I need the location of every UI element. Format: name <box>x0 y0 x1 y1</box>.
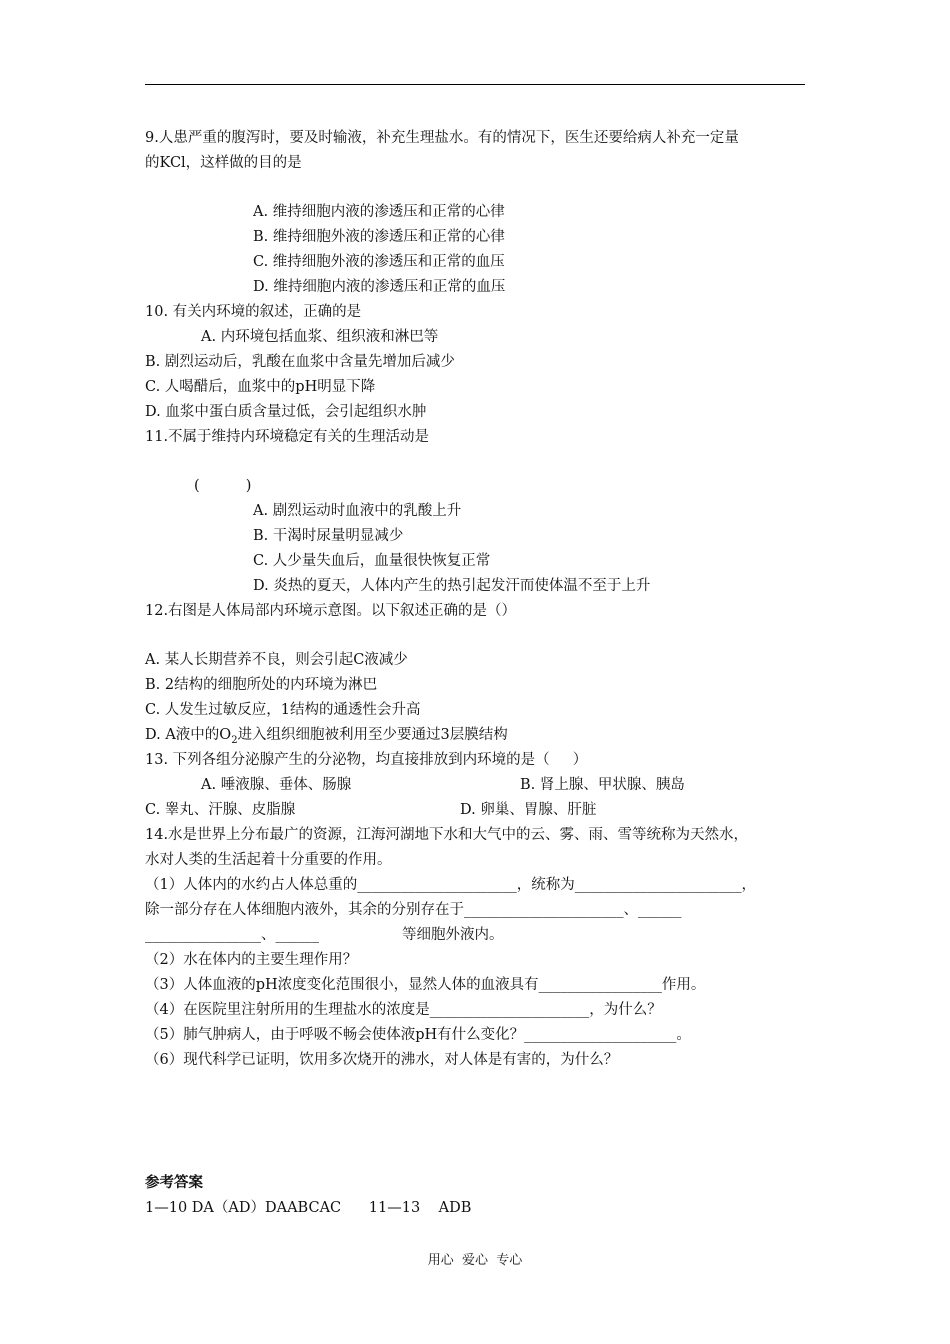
q12-option-d <box>145 725 508 751</box>
q9-option-b: B. 维持细胞外液的渗透压和正常的心律 <box>253 229 505 245</box>
page-footer: 用心 爱心 专心 <box>427 1253 523 1268</box>
q14-sub1-line3: ________________、______ 等细胞外液内。 <box>145 927 504 943</box>
q14-sub5: （5）肺气肿病人，由于呼吸不畅会使体液pH有什么变化？_____________________。 <box>145 1027 691 1043</box>
q12-option-d-post: 进入组织细胞被利用至少要通过3层膜结构 <box>237 727 508 743</box>
q9-option-a: A. 维持细胞内液的渗透压和正常的心律 <box>253 204 505 220</box>
answers-line: 1—10 DA（AD）DAABCAC 11—13 ADB <box>145 1200 472 1216</box>
q14-sub1-line1: （1）人体内的水约占人体总重的______________________，统称为_______________________， <box>145 877 756 893</box>
q12-option-d-pre: D. A液中的O <box>145 727 232 743</box>
q11-option-a: A. 剧烈运动时血液中的乳酸上升 <box>253 503 462 519</box>
q10-option-a: A. 内环境包括血浆、组织液和淋巴等 <box>201 329 439 345</box>
q9-option-c: C. 维持细胞外液的渗透压和正常的血压 <box>253 254 505 270</box>
q14-sub2: （2）水在体内的主要生理作用？ <box>145 952 358 968</box>
q14-sub3: （3）人体血液的pH浓度变化范围很小，显然人体的血液具有_________________作用。 <box>145 977 706 993</box>
q12-option-a: A. 某人长期营养不良，则会引起C液减少 <box>145 652 408 668</box>
header-rule <box>145 84 805 85</box>
q14-sub6: （6）现代科学已证明，饮用多次烧开的沸水，对人体是有害的，为什么？ <box>145 1052 619 1068</box>
q11-option-c: C. 人少量失血后，血量很快恢复正常 <box>253 553 491 569</box>
answers-title: 参考答案 <box>145 1174 203 1191</box>
q10-option-b: B. 剧烈运动后，乳酸在血浆中含量先增加后减少 <box>145 354 455 370</box>
q14-sub4: （4）在医院里注射所用的生理盐水的浓度是______________________，为什么？ <box>145 1002 662 1018</box>
q9-stem-line1: 9.人患严重的腹泻时，要及时输液，补充生理盐水。有的情况下，医生还要给病人补充一定量 <box>145 130 739 146</box>
q13-option-b: B. 肾上腺、甲状腺、胰岛 <box>520 777 685 793</box>
q12-option-b: B. 2结构的细胞所处的内环境为淋巴 <box>145 677 378 693</box>
q10-option-c: C. 人喝醋后，血浆中的pH明显下降 <box>145 379 376 395</box>
q12-option-c: C. 人发生过敏反应，1结构的通透性会升高 <box>145 702 421 718</box>
q11-answer-paren: ( ) <box>194 478 252 494</box>
q14-sub1-line2: 除一部分存在人体细胞内液外，其余的分别存在于______________________、______ <box>145 902 682 918</box>
q14-stem-line1: 14.水是世界上分布最广的资源，江海河湖地下水和大气中的云、雾、雨、雪等统称为天然水， <box>145 827 749 843</box>
q13-option-d: D. 卵巢、胃腺、肝脏 <box>460 802 597 818</box>
q13-stem: 13. 下列各组分泌腺产生的分泌物，均直接排放到内环境的是（ ） <box>145 752 588 768</box>
q11-option-b: B. 干渴时尿量明显减少 <box>253 528 404 544</box>
q14-stem-line2: 水对人类的生活起着十分重要的作用。 <box>145 852 392 868</box>
q12-option-d-subscript: 2 <box>231 734 238 746</box>
q10-option-d: D. 血浆中蛋白质含量过低，会引起组织水肿 <box>145 404 427 420</box>
q9-stem-line2: 的KCl，这样做的目的是 <box>145 155 302 171</box>
q12-stem: 12.右图是人体局部内环境示意图。以下叙述正确的是（） <box>145 603 517 619</box>
q10-stem: 10. 有关内环境的叙述，正确的是 <box>145 304 362 320</box>
q13-option-a: A. 唾液腺、垂体、肠腺 <box>201 777 352 793</box>
q11-stem: 11.不属于维持内环境稳定有关的生理活动是 <box>145 429 430 445</box>
q13-option-c: C. 睾丸、汗腺、皮脂腺 <box>145 802 296 818</box>
q9-option-d: D. 维持细胞内液的渗透压和正常的血压 <box>253 279 506 295</box>
q11-option-d: D. 炎热的夏天，人体内产生的热引起发汗而使体温不至于上升 <box>253 578 651 594</box>
